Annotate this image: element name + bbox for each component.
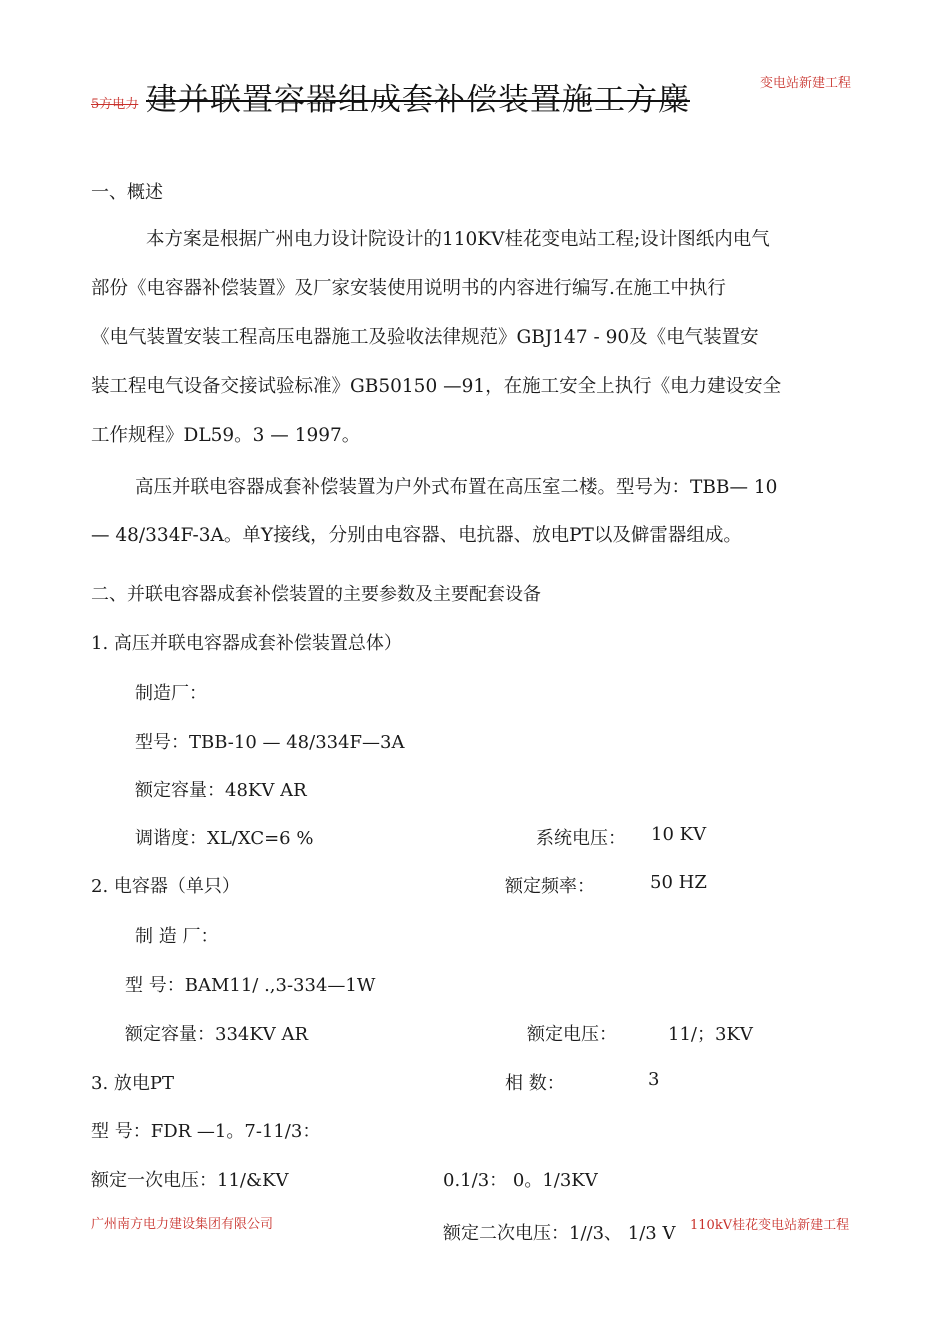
- item-3-phase-value: 3: [648, 1069, 660, 1090]
- item-2-title: 2. 电容器（单只）: [91, 876, 240, 897]
- paragraph-line: 工作规程》DL59。3 — 1997。: [91, 425, 361, 446]
- paragraph-line: 《电气装置安装工程高压电器施工及验收法律规范》GBJ147 - 90及《电气装置安: [91, 327, 759, 348]
- header-project-note: 变电站新建工程: [760, 76, 852, 91]
- item-1-manufacturer: 制造厂：: [135, 683, 207, 704]
- paragraph-line: 装工程电气设备交接试验标准》GB50150 —91，在施工安全上执行《电力建设安全: [91, 376, 782, 397]
- paragraph-line: — 48/334F-3A。单Y接线，分别由电容器、电抗器、放电PT以及僻雷器组成。: [91, 525, 742, 546]
- footer-company: 广州南方电力建设集团有限公司: [91, 1217, 274, 1232]
- section-heading-overview: 一、概述: [91, 182, 163, 203]
- item-1-system-voltage-label: 系统电压：: [536, 828, 626, 849]
- item-3-title: 3. 放电PT: [91, 1073, 175, 1094]
- item-3-model: 型 号：FDR —1。7-11/3：: [91, 1121, 321, 1142]
- item-1-model: 型号：TBB-10 — 48/334F—3A: [135, 732, 405, 753]
- footer-project: 110kV桂花变电站新建工程: [690, 1218, 850, 1233]
- paragraph-line: 本方案是根据广州电力设计院设计的110KV桂花变电站工程;设计图纸内电气: [146, 229, 770, 250]
- item-2-model: 型 号：BAM11/ .,3-334—1W: [125, 975, 376, 996]
- item-1-capacity: 额定容量：48KV AR: [135, 780, 307, 801]
- item-2-voltage-value: 11/；3KV: [668, 1024, 753, 1045]
- item-3-primary-voltage: 额定一次电压：11/&KV: [91, 1170, 289, 1191]
- document-title: 建并联置容器组成套补偿装置施工方麋: [146, 82, 690, 118]
- item-3-phase-label: 相 数：: [505, 1073, 565, 1094]
- item-1-system-voltage-value: 10 KV: [651, 824, 707, 845]
- item-2-frequency-label: 额定频率：: [505, 876, 595, 897]
- section-heading-parameters: 二、并联电容器成套补偿装置的主要参数及主要配套设备: [91, 584, 541, 605]
- item-1-tuning: 调谐度：XL/XC=6 %: [135, 828, 314, 849]
- item-2-frequency-value: 50 HZ: [650, 872, 707, 893]
- item-3-secondary-voltage: 额定二次电压：1//3、 1/3 V: [443, 1223, 676, 1244]
- paragraph-line: 部份《电容器补偿装置》及厂家安装使用说明书的内容进行编写.在施工中执行: [91, 278, 726, 299]
- item-2-manufacturer: 制 造 厂：: [135, 926, 219, 947]
- item-2-capacity: 额定容量：334KV AR: [125, 1024, 309, 1045]
- item-2-voltage-label: 额定电压：: [527, 1024, 617, 1045]
- paragraph-line: 高压并联电容器成套补偿装置为户外式布置在高压室二楼。型号为：TBB— 10: [135, 477, 778, 498]
- item-3-ratio: 0.1/3： 0。1/3KV: [443, 1170, 598, 1191]
- item-1-title: 1. 高压并联电容器成套补偿装置总体）: [91, 633, 402, 654]
- header-left-note: 5方电力: [91, 97, 139, 112]
